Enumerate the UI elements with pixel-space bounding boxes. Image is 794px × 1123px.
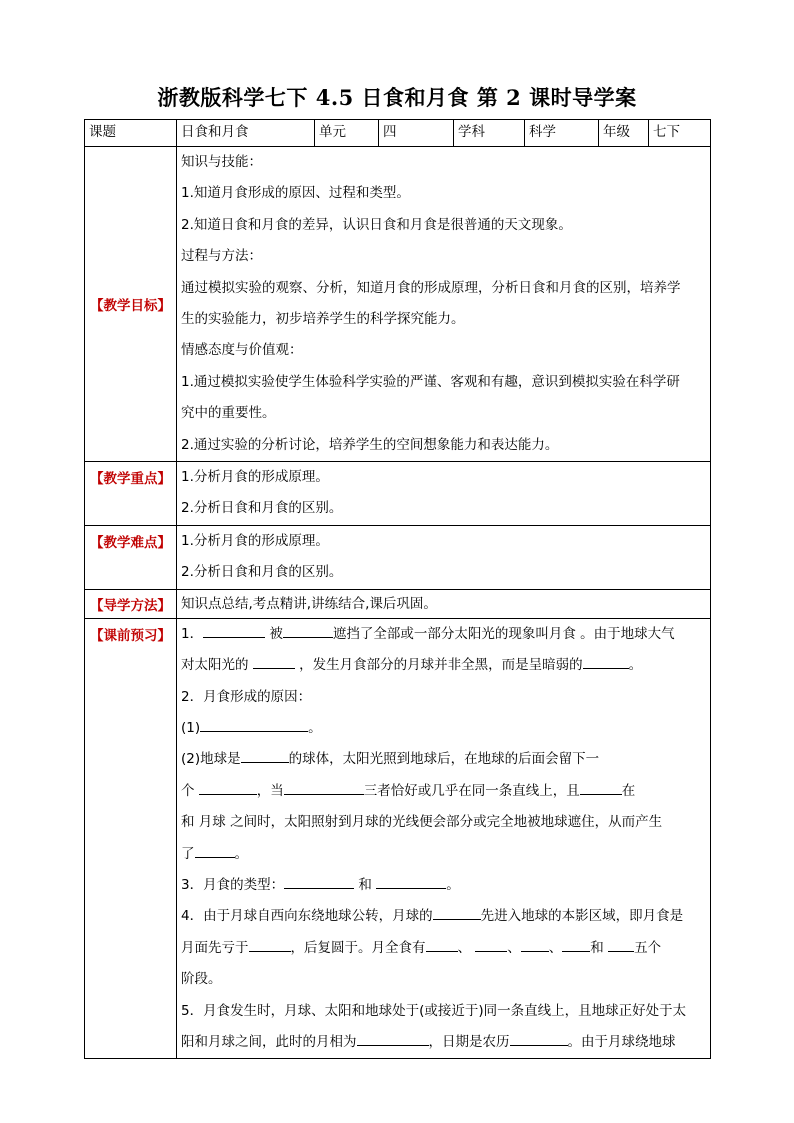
text: 三者恰好或几乎在同一条直线上，且 (363, 782, 580, 799)
preview-line-9 (181, 870, 706, 901)
goals-line: 究中的重要性。 (181, 405, 276, 422)
header-row (85, 120, 711, 147)
preview-line-8 (181, 839, 706, 870)
text: 4．由于月球自西向东绕地球公转，月球的 (181, 908, 433, 925)
text: 。 (628, 657, 643, 674)
text: 1． (181, 625, 204, 642)
preview-line-4 (181, 713, 706, 744)
text: 3．月食的类型： (181, 876, 285, 893)
text: 。由于月球绕地球 (567, 1033, 676, 1050)
preview-line-6 (181, 776, 706, 807)
preview-line-12: 阶段。 (181, 971, 222, 988)
key-points-row (85, 462, 711, 526)
preview-row (85, 618, 711, 1059)
answer-blank[interactable] (283, 623, 333, 638)
goals-line: 1.知道月食形成的原因、过程和类型。 (181, 185, 410, 202)
difficult-points-content (177, 525, 711, 589)
answer-blank[interactable] (510, 1031, 568, 1046)
preview-line-11 (181, 933, 706, 964)
preview-label: 【课前预习】 (85, 618, 177, 1059)
goals-line: 2.通过实验的分析讨论，培养学生的空间想象能力和表达能力。 (181, 436, 559, 453)
difficult-points-label: 【教学难点】 (85, 525, 177, 589)
answer-blank[interactable] (284, 874, 354, 889)
header-cell-topic-value: 日食和月食 (177, 120, 315, 147)
goals-label: 【教学目标】 (85, 147, 177, 462)
method-content (177, 589, 711, 618)
answer-blank[interactable] (203, 623, 265, 638)
text: 和 (590, 939, 604, 956)
answer-blank[interactable] (562, 937, 590, 952)
answer-blank[interactable] (195, 843, 235, 858)
text: 、 (548, 939, 563, 956)
text: 先进入地球的本影区域，即月食是 (480, 908, 684, 925)
header-cell-unit-label: 单元 (315, 120, 379, 147)
preview-line-10 (181, 901, 706, 932)
text: 了 (181, 845, 195, 862)
goals-line: 1.通过模拟实验使学生体验科学实验的严谨、客观和有趣，意识到模拟实验在科学研 (181, 373, 680, 390)
header-cell-grade-label: 年级 (599, 120, 649, 147)
preview-line-5 (181, 744, 706, 775)
answer-blank[interactable] (433, 905, 481, 920)
answer-blank[interactable] (475, 937, 507, 952)
goals-line: 通过模拟实验的观察、分析，知道月食的形成原理，分析日食和月食的区别，培养学 (181, 279, 681, 296)
answer-blank[interactable] (241, 748, 289, 763)
goals-line: 2.知道日食和月食的差异，认识日食和月食是很普通的天文现象。 (181, 216, 572, 233)
difficult-point-line: 2.分析日食和月食的区别。 (181, 564, 343, 581)
answer-blank[interactable] (357, 1031, 429, 1046)
answer-blank[interactable] (580, 780, 622, 795)
answer-blank[interactable] (426, 937, 458, 952)
method-text: 知识点总结,考点精讲,讲练结合,课后巩固。 (181, 595, 437, 612)
key-point-line: 2.分析日食和月食的区别。 (181, 500, 343, 517)
answer-blank[interactable] (376, 874, 446, 889)
answer-blank[interactable] (608, 937, 634, 952)
preview-line-13: 5．月食发生时，月球、太阳和地球处于(或接近于)同一条直线上，且地球正好处于太 (181, 1002, 687, 1019)
key-point-line: 1.分析月食的形成原理。 (181, 469, 329, 486)
lesson-plan-table (84, 119, 711, 1059)
header-cell-grade-value: 七下 (649, 120, 711, 147)
preview-line-14 (181, 1027, 706, 1058)
text: ，发生月食部分的月球并非全黑，而是呈暗弱的 (299, 657, 583, 674)
key-points-label: 【教学重点】 (85, 462, 177, 526)
text: 在 (621, 782, 636, 799)
difficult-point-line: 1.分析月食的形成原理。 (181, 532, 329, 549)
method-label: 【导学方法】 (85, 589, 177, 618)
preview-line-3: 2．月食形成的原因： (181, 688, 312, 705)
answer-blank[interactable] (199, 780, 257, 795)
preview-line-1 (181, 619, 706, 650)
text: 。 (234, 845, 248, 862)
text: 遮挡了全部或一部分太阳光的现象叫月食 。由于地球大气 (332, 625, 675, 642)
text: ，后复圆于。月全食有 (290, 939, 426, 956)
header-cell-subject-value: 科学 (525, 120, 599, 147)
header-cell-unit-value: 四 (379, 120, 454, 147)
text: 、 (457, 939, 471, 956)
key-points-content (177, 462, 711, 526)
answer-blank[interactable] (249, 937, 291, 952)
answer-blank[interactable] (200, 717, 308, 732)
text: (2)地球是 (181, 751, 241, 768)
text: ，日期是农历 (428, 1033, 510, 1050)
answer-blank[interactable] (521, 937, 549, 952)
text: 个 (181, 782, 195, 799)
goals-row (85, 147, 711, 462)
text: 阳和月球之间，此时的月相为 (181, 1033, 357, 1050)
text: 对太阳光的 (181, 657, 249, 674)
difficult-points-row (85, 525, 711, 589)
answer-blank[interactable] (583, 654, 629, 669)
answer-blank[interactable] (284, 780, 364, 795)
preview-line-2 (181, 650, 706, 681)
method-row (85, 589, 711, 618)
goals-line: 生的实验能力，初步培养学生的科学探究能力。 (181, 311, 465, 328)
text: 月面先亏于 (181, 939, 249, 956)
preview-content (177, 618, 711, 1059)
text: ，当 (256, 782, 284, 799)
text: 、 (507, 939, 521, 956)
text: 的球体，太阳光照到地球后，在地球的后面会留下一 (288, 751, 600, 768)
goals-line: 过程与方法： (181, 248, 262, 265)
text: 。 (308, 719, 322, 736)
header-cell-subject-label: 学科 (454, 120, 525, 147)
text: (1) (181, 719, 201, 736)
text: 被 (269, 625, 283, 642)
goals-line: 知识与技能： (181, 154, 262, 170)
answer-blank[interactable] (253, 654, 295, 669)
text: 和 (358, 876, 372, 893)
preview-line-7: 和 月球 之间时，太阳照射到月球的光线便会部分或完全地被地球遮住，从而产生 (181, 814, 663, 831)
header-cell-topic-label: 课题 (85, 120, 177, 147)
text: 。 (446, 876, 460, 893)
text: 五个 (634, 939, 662, 956)
goals-content (177, 147, 711, 462)
page-title: 浙教版科学七下 4.5 日食和月食 第 2 课时导学案 (157, 85, 637, 110)
goals-line: 情感态度与价值观： (181, 342, 303, 359)
